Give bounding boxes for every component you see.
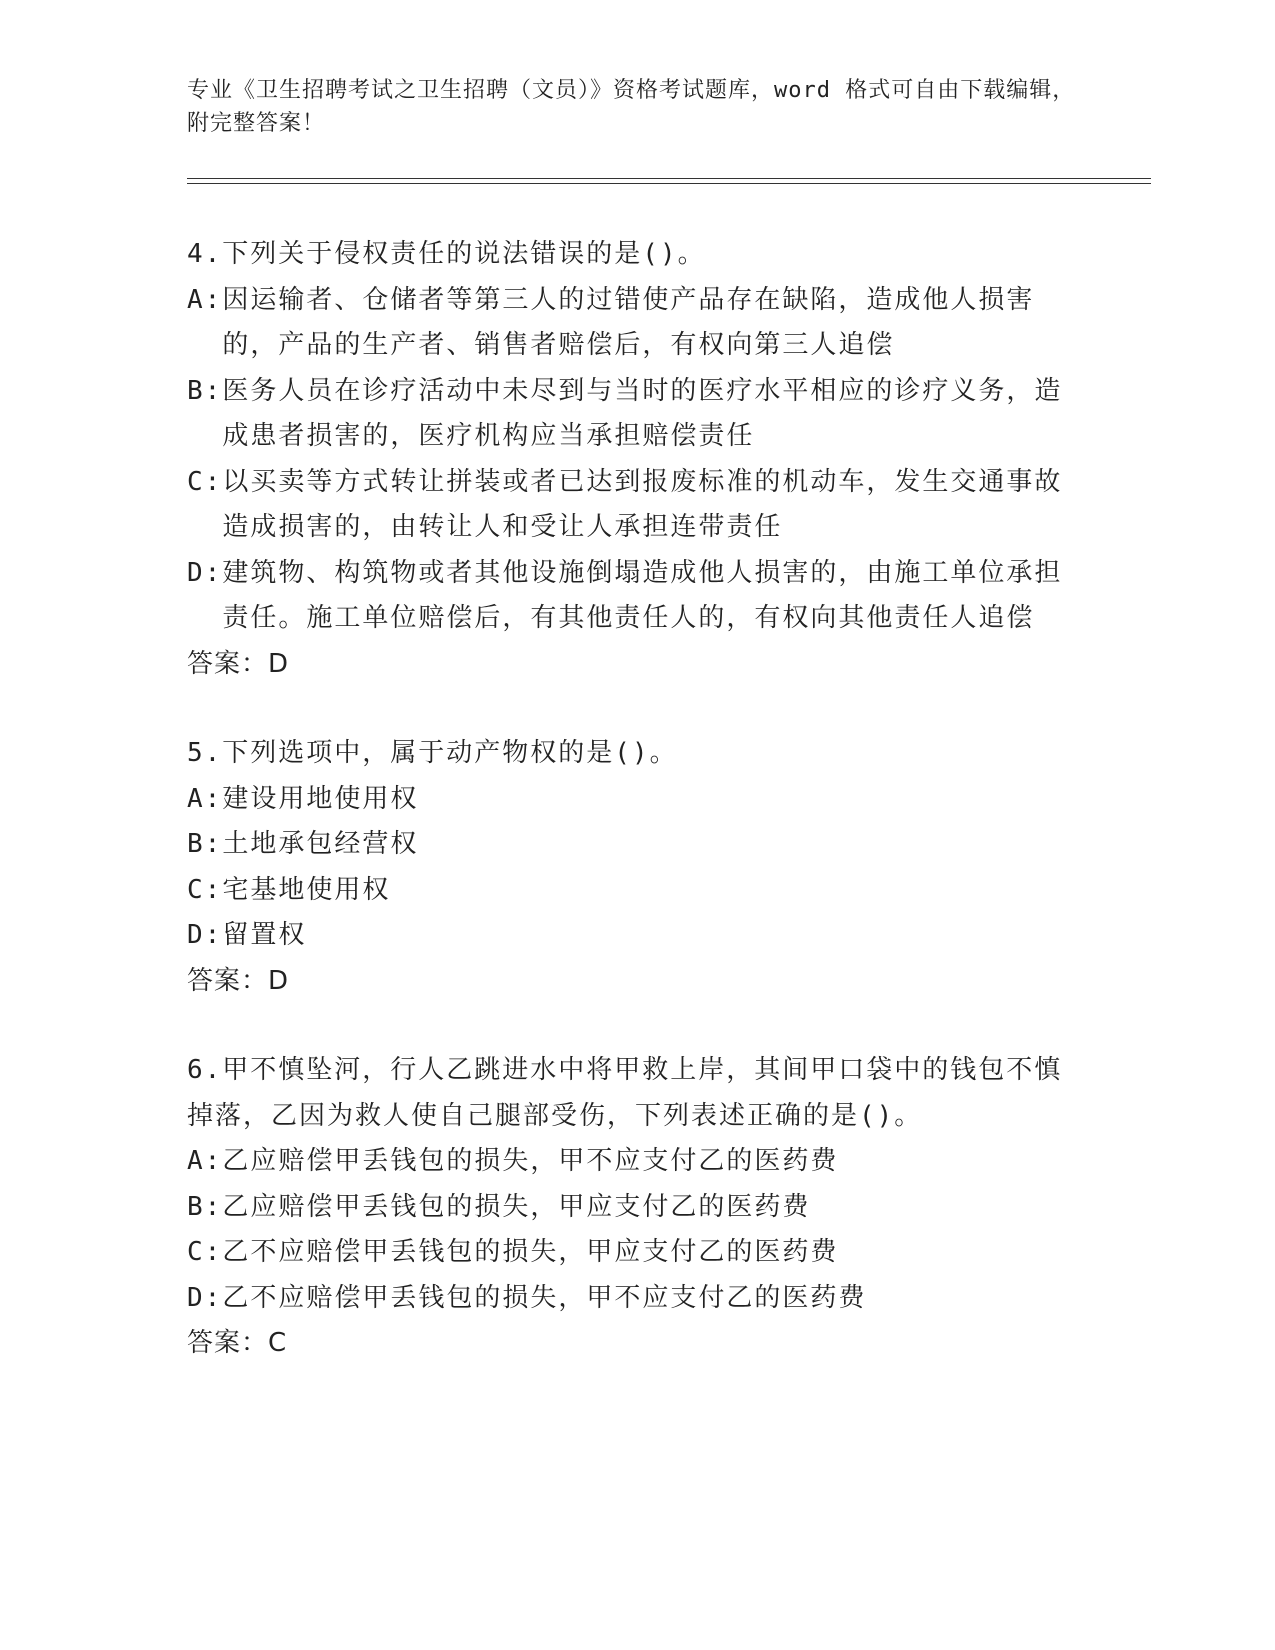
option-text: 留置权 bbox=[222, 920, 307, 950]
option-text: 宅基地使用权 bbox=[222, 874, 391, 905]
option-c bbox=[187, 460, 1087, 551]
question-stem: 4.下列关于侵权责任的说法错误的是()。 bbox=[187, 239, 706, 269]
option-key: B: bbox=[187, 375, 223, 406]
option-key: B: bbox=[187, 1191, 223, 1222]
option-b bbox=[187, 1185, 1087, 1231]
answer-line: 答案：D bbox=[187, 648, 290, 679]
option-c bbox=[187, 868, 1087, 914]
option-key: C: bbox=[187, 1237, 223, 1267]
option-text: 以买卖等方式转让拼装或者已达到报废标准的机动车，发生交通事故造成损害的，由转让人和受让人承担连带责任 bbox=[222, 466, 1063, 542]
option-d bbox=[187, 1276, 1087, 1322]
option-key: C: bbox=[187, 874, 223, 905]
option-b bbox=[187, 822, 1087, 868]
option-text: 建筑物、构筑物或者其他设施倒塌造成他人损害的，由施工单位承担责任。施工单位赔偿后，有其他责任人的，有权向其他责任人追偿 bbox=[222, 557, 1063, 633]
option-text: 乙应赔偿甲丢钱包的损失，甲应支付乙的医药费 bbox=[222, 1191, 811, 1222]
option-key: D: bbox=[187, 920, 223, 950]
option-text: 医务人员在诊疗活动中未尽到与当时的医疗水平相应的诊疗义务，造成患者损害的，医疗机构应当承担赔偿责任 bbox=[222, 375, 1063, 451]
option-c bbox=[187, 1230, 1087, 1276]
option-d bbox=[187, 913, 1087, 959]
option-key: A: bbox=[187, 1146, 223, 1176]
option-d bbox=[187, 551, 1087, 642]
option-key: A: bbox=[187, 284, 223, 315]
answer-line: 答案：D bbox=[187, 965, 290, 996]
option-text: 乙不应赔偿甲丢钱包的损失，甲不应支付乙的医药费 bbox=[222, 1282, 867, 1313]
option-b bbox=[187, 369, 1087, 460]
option-key: A: bbox=[187, 783, 223, 814]
option-a bbox=[187, 777, 1087, 823]
document-header bbox=[187, 74, 1087, 140]
header-divider-bottom bbox=[187, 183, 1151, 184]
option-text: 土地承包经营权 bbox=[222, 829, 419, 859]
option-key: C: bbox=[187, 466, 223, 497]
option-text: 乙应赔偿甲丢钱包的损失，甲不应支付乙的医药费 bbox=[222, 1146, 839, 1176]
option-text: 因运输者、仓储者等第三人的过错使产品存在缺陷，造成他人损害的，产品的生产者、销售者赔偿后，有权向第三人追偿 bbox=[222, 284, 1035, 360]
option-a bbox=[187, 278, 1087, 369]
answer-line: 答案：C bbox=[187, 1328, 288, 1358]
question-stem: 6.甲不慎坠河，行人乙跳进水中将甲救上岸，其间甲口袋中的钱包不慎掉落，乙因为救人使自己腿部受伤，下列表述正确的是()。 bbox=[187, 1055, 1063, 1131]
header-text: 专业《卫生招聘考试之卫生招聘（文员）》资格考试题库，word 格式可自由下载编辑，附完整答案！ bbox=[187, 78, 1076, 136]
option-a bbox=[187, 1139, 1087, 1185]
header-divider-top bbox=[187, 178, 1151, 179]
option-text: 乙不应赔偿甲丢钱包的损失，甲应支付乙的医药费 bbox=[222, 1237, 839, 1267]
option-key: B: bbox=[187, 829, 223, 859]
question-stem: 5.下列选项中，属于动产物权的是()。 bbox=[187, 738, 678, 768]
option-key: D: bbox=[187, 1282, 223, 1313]
question-6 bbox=[187, 1048, 1087, 1367]
option-key: D: bbox=[187, 557, 223, 588]
question-5 bbox=[187, 731, 1087, 1004]
question-4 bbox=[187, 232, 1087, 687]
option-text: 建设用地使用权 bbox=[222, 783, 419, 814]
